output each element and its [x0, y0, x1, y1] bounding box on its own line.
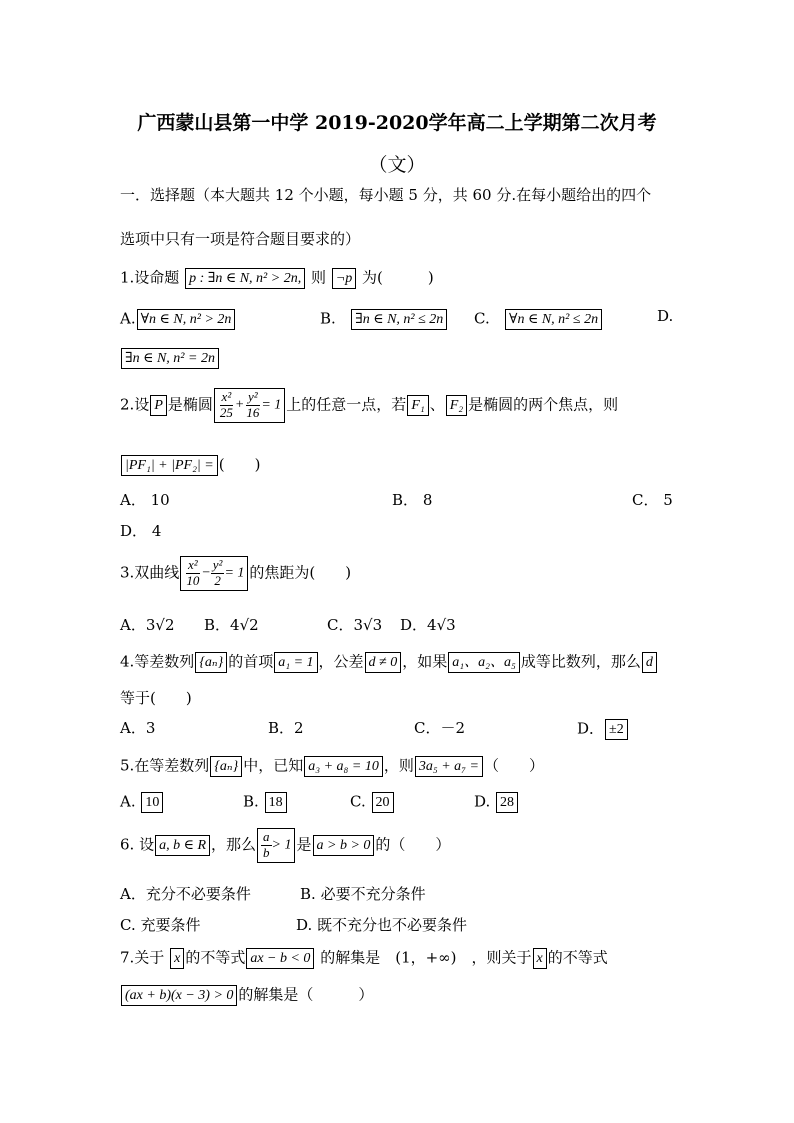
option-value: 28	[496, 792, 518, 813]
q2-focus-f1: F₁	[407, 395, 428, 416]
q3-option-a[interactable]	[120, 618, 175, 633]
q5-option-a[interactable]	[120, 792, 164, 813]
q6-option-a[interactable]	[120, 887, 251, 902]
question-2	[120, 388, 618, 423]
q4-option-a[interactable]	[120, 721, 155, 736]
q4-option-d[interactable]	[577, 719, 629, 740]
q2-mid2: 上的任意一点，若	[286, 395, 407, 414]
question-5	[120, 756, 544, 777]
frac-x	[218, 390, 235, 421]
frac-den: 25	[219, 404, 233, 420]
q2-mid3: 是椭圆的两个焦点，则	[468, 395, 619, 414]
q1-suffix: 为( )	[362, 268, 434, 287]
frac-den: 2	[214, 572, 221, 588]
q5-expression: 3a₅ + a₇ =	[415, 756, 483, 777]
q2-expression: |PF₁| + |PF₂| =	[121, 455, 218, 476]
q7-mid1: 的不等式	[185, 948, 246, 967]
option-value: 3√2	[145, 616, 175, 634]
frac-den: 10	[186, 572, 200, 588]
q4-sequence: {aₙ}	[195, 652, 227, 673]
q3-suffix: 的焦距为( )	[249, 563, 352, 582]
option-label: B.	[320, 309, 336, 328]
option-label: A．	[120, 491, 146, 509]
q6-condition: a > b > 0	[313, 835, 375, 856]
option-value: ±2	[605, 719, 628, 740]
q2-option-d[interactable]	[120, 524, 161, 539]
page-title: 广西蒙山县第一中学 2019-2020学年高二上学期第二次月考	[137, 112, 657, 134]
option-value: 充分不必要条件	[145, 885, 251, 903]
frac-y	[211, 558, 225, 589]
q3-option-d[interactable]	[400, 618, 456, 633]
option-value: 20	[372, 792, 394, 813]
option-label: D．	[577, 719, 605, 738]
option-label: A．	[120, 885, 146, 903]
q3-option-c[interactable]	[327, 618, 382, 633]
frac-y	[244, 390, 261, 421]
q2-focus-f2: F₂	[446, 395, 467, 416]
option-value: 4	[151, 522, 162, 540]
q6-option-b[interactable]	[300, 887, 426, 902]
op: −	[201, 565, 211, 581]
q1-negation: ¬p	[332, 268, 356, 289]
option-label: C.	[120, 916, 136, 934]
q7-prefix: 7.关于	[120, 948, 165, 967]
option-value: 4√2	[230, 616, 259, 634]
q1-option-b[interactable]	[320, 309, 448, 330]
q1-option-d[interactable]	[657, 309, 673, 324]
q2-option-b[interactable]	[392, 493, 432, 508]
q6-mid1: ，那么	[211, 835, 257, 854]
q4-first-term: a₁ = 1	[274, 652, 317, 673]
q2-option-c[interactable]	[632, 493, 673, 508]
q4-common-diff: d ≠ 0	[365, 652, 402, 673]
q6-prefix: 6. 设	[120, 835, 155, 854]
option-value: 10	[150, 491, 170, 509]
option-value: 18	[265, 792, 287, 813]
q7-x1: x	[170, 948, 184, 969]
q2-suffix: ( )	[218, 455, 261, 474]
frac-den: 16	[246, 404, 260, 420]
op: +	[234, 397, 245, 413]
option-label: B．	[204, 616, 231, 634]
q3-hyperbola	[180, 556, 248, 591]
option-label: B.	[243, 792, 259, 811]
q7-inequality2: (ax + b)(x − 3) > 0	[121, 985, 237, 1006]
option-expr: ∃n ∈ N, n² = 2n	[121, 348, 219, 369]
q5-sequence: {aₙ}	[210, 756, 242, 777]
question-4-line2: 等于( )	[120, 689, 192, 707]
q1-option-d-expr	[120, 348, 220, 369]
option-label: A.	[120, 792, 136, 811]
q2-option-a[interactable]	[120, 493, 170, 508]
option-label: A.	[120, 309, 136, 328]
option-label: A．	[120, 719, 146, 737]
option-value: 4√3	[427, 616, 456, 634]
frac-num: a	[263, 829, 270, 844]
option-label: C.	[474, 309, 490, 328]
option-label: B．	[392, 491, 419, 509]
option-expr: ∀n ∈ N, n² ≤ 2n	[505, 309, 602, 330]
q4-option-b[interactable]	[268, 721, 304, 736]
question-6	[120, 828, 450, 863]
rhs: = 1	[261, 397, 282, 413]
option-value: 3	[145, 719, 156, 737]
option-value: 2	[294, 719, 304, 737]
option-label: D．	[400, 616, 428, 634]
q4-mid3: ，如果	[402, 652, 448, 671]
q6-mid2: 是	[296, 835, 312, 854]
q4-mid4: 成等比数列，那么	[520, 652, 641, 671]
q1-proposition: p : ∃n ∈ N, n² > 2n,	[185, 268, 305, 289]
option-expr: ∃n ∈ N, n² ≤ 2n	[351, 309, 447, 330]
q5-option-b[interactable]	[243, 792, 288, 813]
q2-prefix: 2.设	[120, 395, 150, 414]
option-value: 既不充分也不必要条件	[317, 916, 468, 934]
q4-terms: a₁、a₂、a₅	[448, 652, 520, 673]
q5-mid2: ，则	[383, 756, 414, 775]
option-label: C．	[327, 616, 354, 634]
q2-point-p: P	[150, 395, 167, 416]
q6-ab: a, b ∈ R	[155, 835, 210, 856]
question-2-line2	[120, 455, 260, 476]
section-header-line1: 一．选择题（本大题共 12 个小题，每小题 5 分，共 60 分.在每小题给出的四个	[120, 186, 652, 204]
q5-given: a₃ + a₈ = 10	[304, 756, 383, 777]
option-label: D.	[657, 307, 674, 325]
q5-option-d[interactable]	[474, 792, 519, 813]
frac-den: b	[263, 844, 270, 860]
option-expr: ∀n ∈ N, n² > 2n	[137, 309, 236, 330]
frac-num: y²	[212, 557, 223, 572]
rhs: = 1	[224, 565, 245, 581]
q7-mid2: 的解集是 (1，+∞) ，则关于	[320, 948, 532, 967]
option-value: 5	[663, 491, 673, 509]
q5-suffix: （ ）	[484, 756, 545, 775]
q3-prefix: 3.双曲线	[120, 563, 180, 582]
q1-option-a[interactable]	[120, 309, 236, 330]
option-label: D.	[296, 916, 313, 934]
question-4	[120, 652, 658, 673]
q5-prefix: 5.在等差数列	[120, 756, 210, 775]
q5-mid1: 中，已知	[243, 756, 304, 775]
q7-suffix: 的解集是（ ）	[238, 985, 374, 1004]
option-value: 3√3	[353, 616, 383, 634]
q1-prefix: 1.设命题	[120, 268, 180, 287]
q1-option-c[interactable]	[474, 309, 603, 330]
q2-mid1: 是椭圆	[167, 395, 213, 414]
frac-num: x²	[187, 557, 198, 572]
q4-prefix: 4.等差数列	[120, 652, 195, 671]
q4-mid2: ，公差	[318, 652, 364, 671]
q2-sep: 、	[429, 395, 445, 414]
q7-inequality: ax − b < 0	[246, 948, 314, 969]
section-header-line2: 选项中只有一项是符合题目要求的）	[120, 230, 361, 248]
option-value: 10	[141, 792, 163, 813]
option-label: B．	[268, 719, 295, 737]
frac-ab	[261, 830, 272, 861]
option-value: 必要不充分条件	[320, 885, 426, 903]
q5-option-c[interactable]	[350, 792, 395, 813]
q7-mid3: 的不等式	[547, 948, 608, 967]
question-7	[120, 948, 608, 969]
option-label: C．	[632, 491, 659, 509]
frac-x	[184, 558, 201, 589]
option-value: －2	[440, 719, 466, 737]
q3-option-b[interactable]	[204, 618, 259, 633]
rhs: > 1	[271, 837, 292, 853]
option-value: 充要条件	[140, 916, 201, 934]
option-label: C．	[414, 719, 441, 737]
q4-mid1: 的首项	[228, 652, 274, 671]
question-7-line2	[120, 985, 373, 1006]
option-label: D．	[120, 522, 148, 540]
question-1	[120, 268, 434, 289]
option-value: 8	[422, 491, 433, 509]
q1-mid: 则	[310, 268, 326, 287]
q7-x2: x	[533, 948, 547, 969]
option-label: C.	[350, 792, 366, 811]
q6-option-d[interactable]	[296, 918, 467, 933]
frac-num: y²	[248, 389, 258, 404]
frac-num: x²	[221, 389, 232, 404]
option-label: B.	[300, 885, 316, 903]
q6-option-c[interactable]	[120, 918, 201, 933]
q4-d-var: d	[642, 652, 657, 673]
q4-option-c[interactable]	[414, 721, 465, 736]
q6-fraction	[257, 828, 295, 863]
page-subtitle: （文）	[368, 154, 426, 176]
q2-ellipse	[214, 388, 285, 423]
question-3	[120, 556, 351, 591]
q6-suffix: 的（ ）	[375, 835, 451, 854]
option-label: A．	[120, 616, 146, 634]
option-label: D.	[474, 792, 491, 811]
